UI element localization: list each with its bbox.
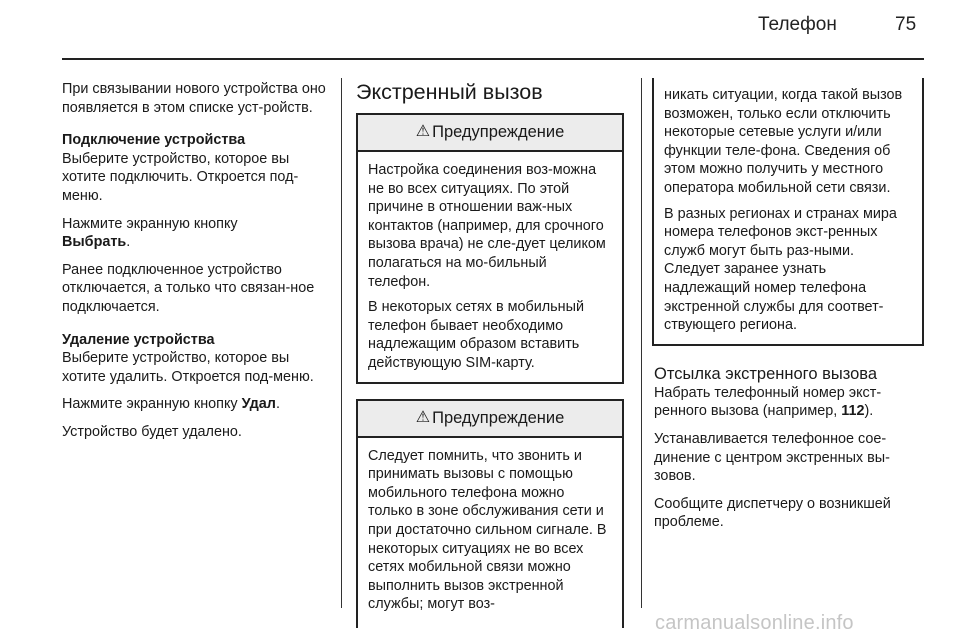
delete-step-1: Выберите устройство, которое вы хотите удалить. Откроется под-меню.	[62, 350, 314, 385]
warning-box-1-title: Предупреждение	[432, 123, 565, 142]
delete-step-2-suffix: .	[275, 396, 280, 413]
emergency-call-title: Экстренный вызов	[356, 80, 543, 104]
connection-paragraph: Устанавливается телефонное сое-динение с центром экстренных вы-зовов.	[654, 430, 890, 485]
warning-2-paragraph-1: Следует помнить, что звонить и принимать вызовы с помощью мобильного телефона можно только в зоне обслуживания сети и при достаточно сильном сигнале. В некоторых ситуациях не во всех сетях мобильной связи можно выполнить вызов экстренной службы; могут воз-	[368, 447, 607, 613]
warning-triangle-icon: ⚠	[415, 408, 431, 426]
warning-box-2-title: Предупреждение	[432, 408, 565, 427]
page-number: 75	[895, 14, 917, 35]
left-column	[62, 80, 334, 451]
connect-step-3: Ранее подключенное устройство отключается, а только что связан-ное подключается.	[62, 261, 315, 315]
column-divider-right	[641, 78, 642, 608]
delete-device-heading: Удаление устройства	[62, 331, 215, 348]
warning-2-paragraph-3: В разных регионах и странах мира номера телефонов экст-ренных служб могут быть раз-ными. Следует заранее узнать надлежащий номер телефона экстренной службы для соответ-ствующего региона.	[664, 205, 897, 334]
intro-paragraph: При связывании нового устройства оно появляется в этом списке уст-ройств.	[62, 81, 326, 116]
inform-dispatcher-paragraph: Сообщите диспетчеру о возникшей проблеме.	[654, 495, 891, 531]
connect-step-2-suffix: .	[126, 234, 131, 251]
middle-column	[356, 80, 624, 628]
warning-triangle-icon: ⚠	[415, 123, 431, 141]
warning-1-paragraph-1: Настройка соединения воз-можна не во всех ситуациях. По этой причине в отношении важ-ных контактов (например, для срочного вызова врача) не сле-дует целиком полагаться на мо-бильный телефон.	[368, 162, 606, 290]
warning-box-2	[356, 399, 624, 628]
warning-box-1-header	[358, 115, 622, 152]
dial-emergency-paragraph	[654, 384, 924, 421]
connect-step-1: Выберите устройство, которое вы хотите подключить. Откроется под-меню.	[62, 150, 299, 204]
delete-step-2-text: Нажмите экранную кнопку	[62, 396, 242, 413]
warning-box-2-continued-body	[654, 78, 922, 344]
connect-step-2-text: Нажмите экранную кнопку	[62, 215, 238, 232]
delete-step-3: Устройство будет удалено.	[62, 423, 242, 440]
connect-step-2	[62, 215, 334, 252]
watermark: carmanualsonline.info	[655, 612, 854, 634]
connect-device-heading: Подключение устройства	[62, 132, 246, 149]
warning-box-1	[356, 113, 624, 384]
dial-emergency-suffix: ).	[864, 403, 874, 420]
emergency-number: 112	[841, 403, 865, 420]
delete-step-2	[62, 395, 334, 414]
warning-1-paragraph-2: В некоторых сетях в мобильный телефон бывает необходимо надлежащим образом вставить действующую SIM-карту.	[368, 299, 585, 371]
select-button-label: Выбрать	[62, 234, 127, 251]
warning-box-2-header	[358, 401, 622, 438]
page-header-title: Телефон	[758, 14, 837, 35]
dial-emergency-text: Набрать телефонный номер экст-ренного вызова (например,	[654, 384, 882, 420]
header-divider	[62, 58, 924, 60]
warning-box-1-body	[358, 152, 622, 382]
warning-box-2-body	[358, 438, 622, 623]
right-column	[654, 78, 924, 541]
warning-box-2-continued	[652, 78, 924, 346]
delete-button-label: Удал	[241, 396, 276, 413]
warning-2-paragraph-2: никать ситуации, когда такой вызов возможен, только если отключить некоторые сетевые услуги и/или функции теле-фона. Сведения об этом можно получить у местного оператора мобильной сети связи.	[664, 87, 903, 196]
column-divider-left	[341, 78, 342, 608]
send-emergency-call-heading: Отсылка экстренного вызова	[654, 364, 878, 383]
